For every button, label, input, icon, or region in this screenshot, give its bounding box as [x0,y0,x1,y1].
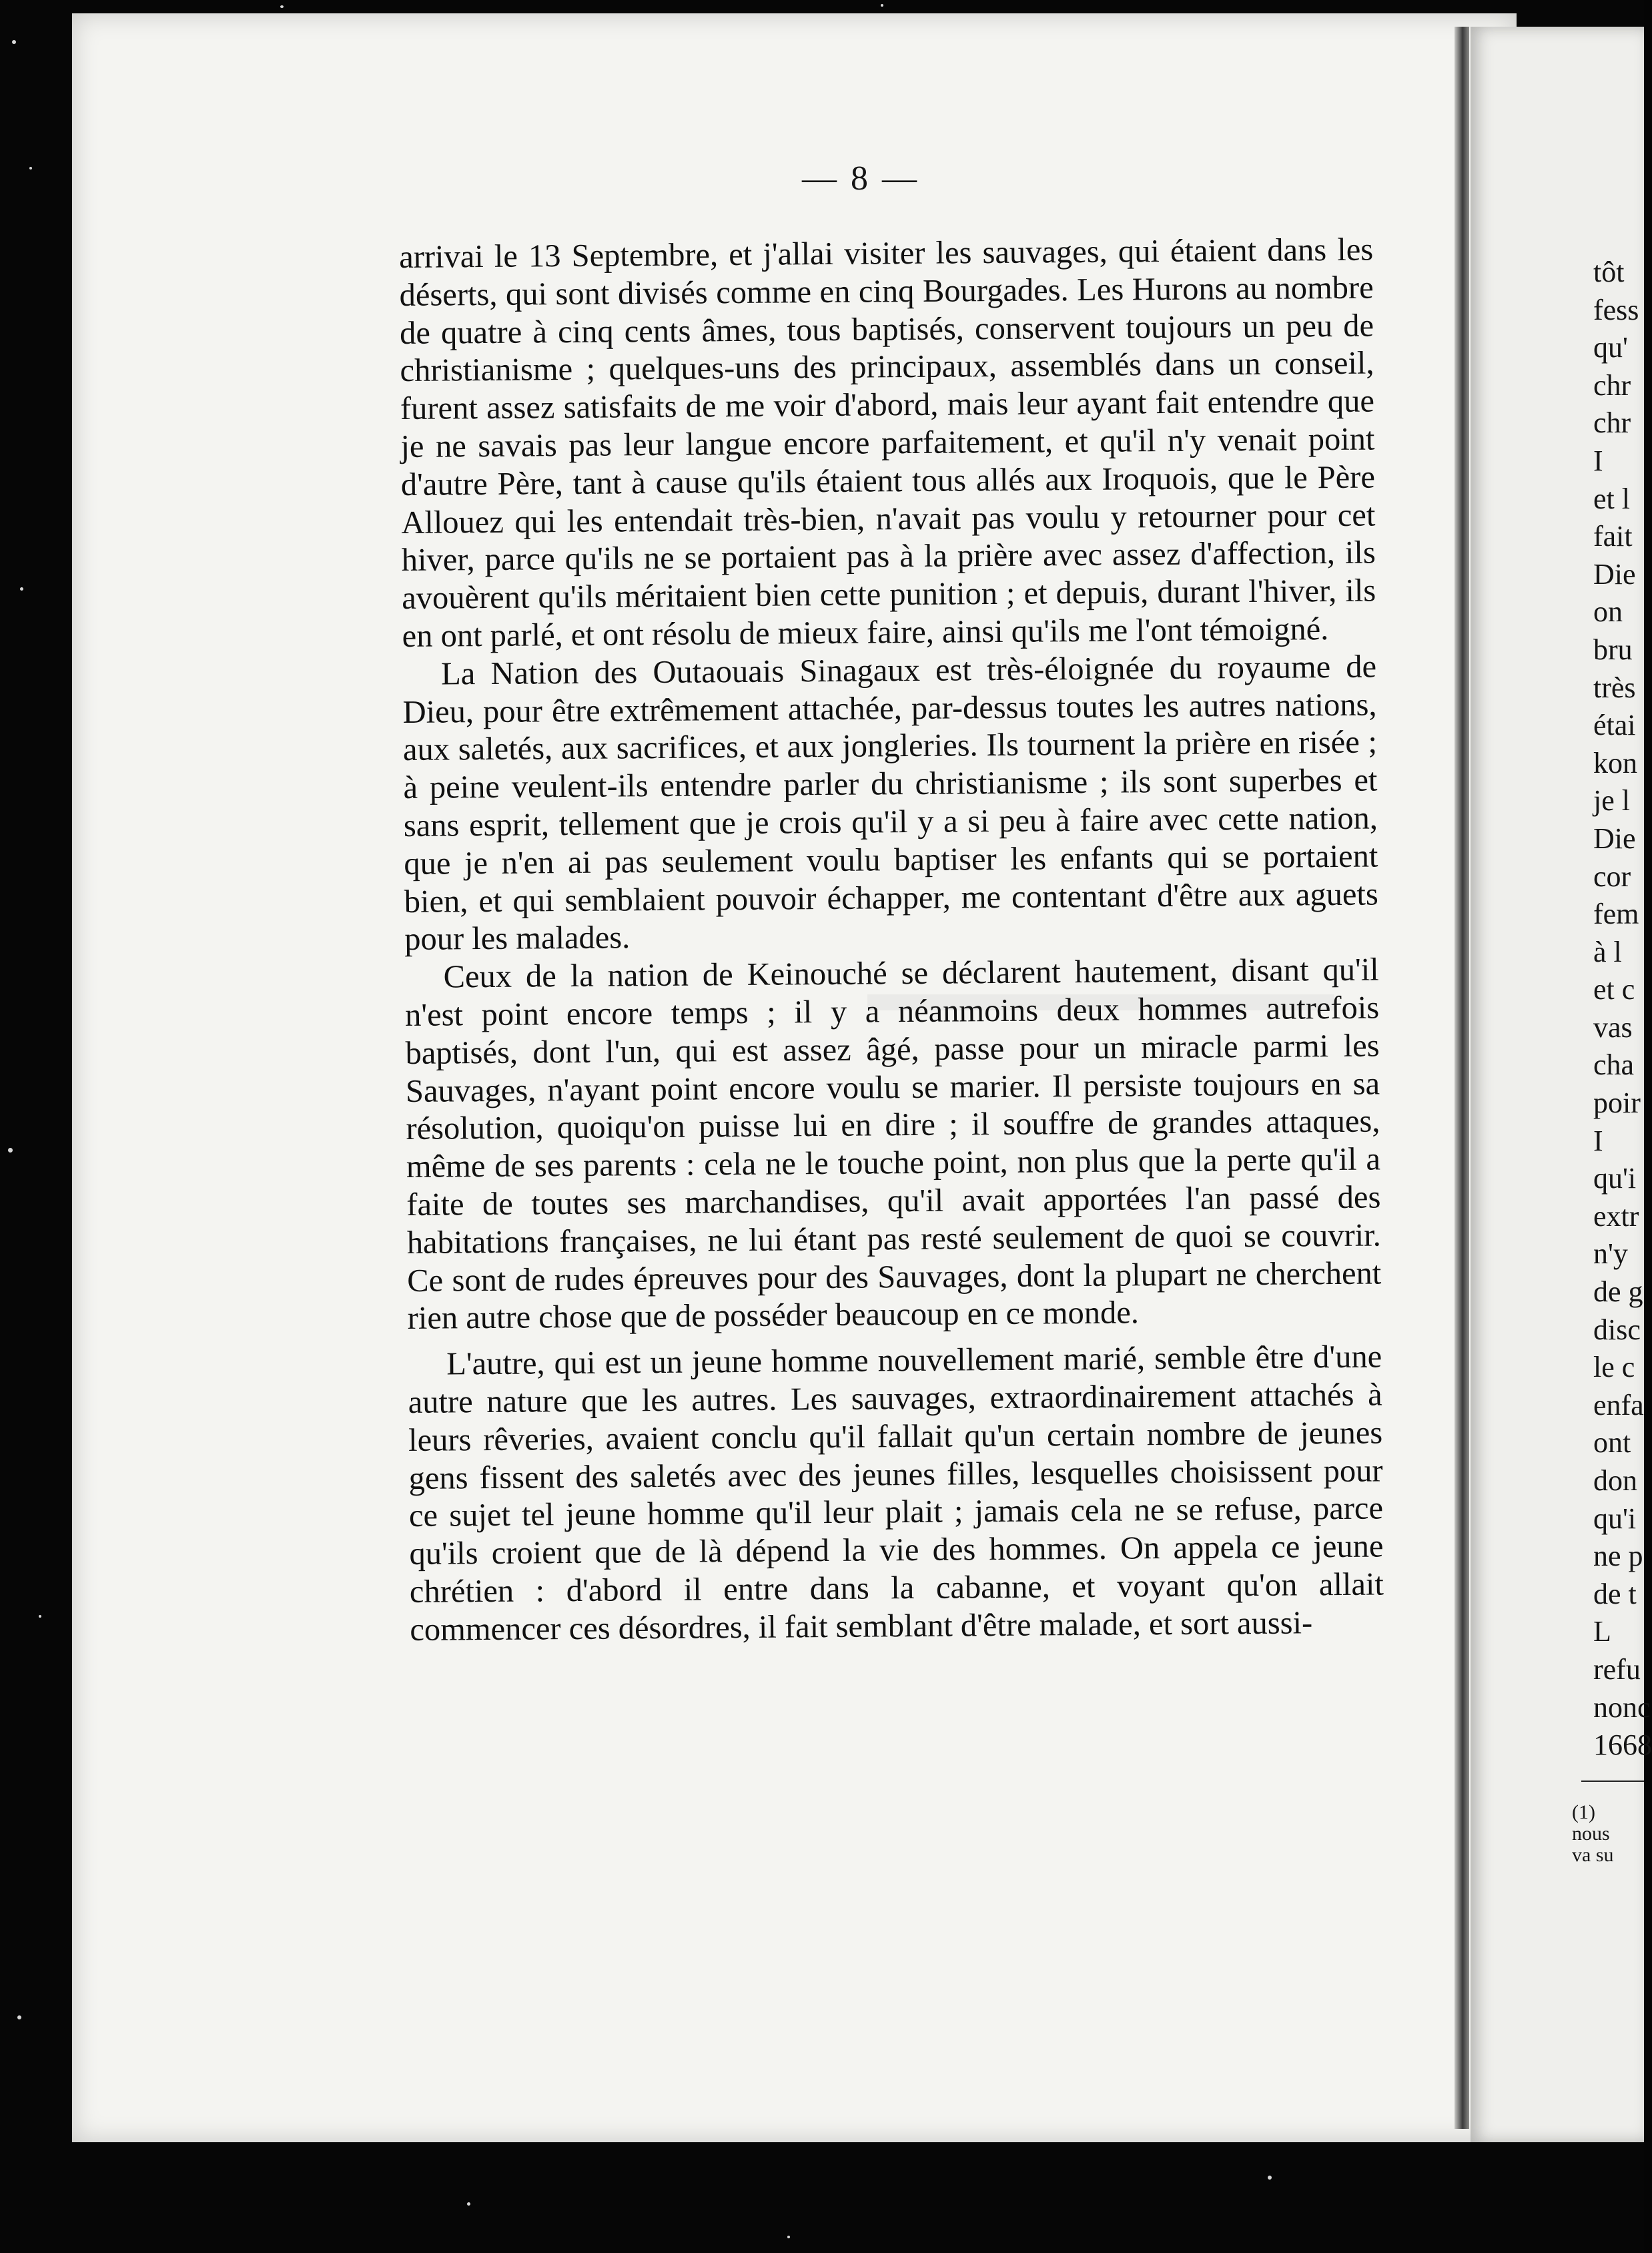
paragraph: Ceux de la nation de Keinouché se déclarent hautement, disant qu'il n'est point encore temps ; il y a néanmoins deux hommes autrefois baptisés, dont l'un, qui est assez âgé, passe pour un miracle parmi les Sauvages, n'ayant point encore voulu se marier. Il persiste toujours en sa résolution, quoiqu'on puisse lui en dire ; il souffre de grandes attaques, même de ses parents : cela ne le touche point, non plus que la perte qu'il a faite de toutes ses marchandises, qu'il avait apportées l'an passé des habitations françaises, ne lui étant pas resté seulement de quoi se couvrir. Ce sont de rudes épreuves pour des Sauvages, dont la plupart ne cherchent rien autre chose que de posséder beaucoup en ce monde. [404,952,1382,1337]
dust-speck [12,40,16,44]
right-page-footnote-line: va su [1572,1844,1614,1866]
right-page-line-fragment: bru [1593,633,1633,666]
right-page-line-fragment: Die [1593,822,1636,855]
right-page-line-fragment: kon [1593,746,1637,779]
right-page-cropped-text [1593,254,1652,1764]
right-page-line-fragment: enfa [1593,1388,1644,1421]
dust-speck [787,2236,790,2238]
right-page-line-fragment: à l [1593,935,1622,968]
right-page-line-fragment: et l [1593,482,1630,515]
dust-speck [17,2015,21,2019]
right-page-line-fragment: I [1593,444,1603,477]
paragraph: La Nation des Outaouais Sinagaux est très-éloignée du royaume de Dieu, pour être extrêmement attachée, par-dessus toutes les autres nations, aux saletés, aux sacrifices, et aux jongleries. Ils tournent la prière en risée ; à peine veulent-ils entendre parler du christianisme ; ils sont superbes et sans esprit, tellement que je crois qu'il y a si peu à faire avec cette nation, que je n'en ai pas seulement voulu baptiser les enfants qui se portaient bien, et qui semblaient pouvoir échapper, me contentant d'être aux aguets pour les malades. [402,649,1378,958]
right-page-line-fragment: I [1593,1124,1603,1157]
right-page-line-fragment: et c [1593,973,1635,1006]
right-page-line-fragment: très [1593,671,1636,704]
right-page-line-fragment: extr [1593,1199,1639,1233]
paragraph: L'autre, qui est un jeune homme nouvellement marié, semble être d'une autre nature que les autres. Les sauvages, extraordinairement attachés à leurs rêveries, avaient conclu qu'il fallait qu'un certain nombre de jeunes gens fissent des saletés avec des jeunes filles, lesquelles choisissent pour ce sujet tel jeune homme qu'il leur plait ; jamais cela ne se refuse, parce qu'ils croient que de là dépend la vie des hommes. On appela ce jeune chrétien : d'abord il entre dans la cabanne, et voyant qu'on allait commencer ces désordres, il fait semblant d'être malade, et sort aussi- [408,1339,1384,1648]
right-page-footnote-line: nous [1572,1823,1610,1845]
right-page-line-fragment: fait [1593,520,1633,553]
right-page-line-fragment: qu'i [1593,1162,1637,1195]
right-page-line-fragment: disc [1593,1313,1641,1346]
dust-speck [20,587,23,591]
right-page-line-fragment: étai [1593,709,1636,742]
right-page-line-fragment: on [1593,595,1623,629]
right-page-line-fragment: cha [1593,1048,1635,1082]
paragraph: arrivai le 13 Septembre, et j'allai visiter les sauvages, qui étaient dans les déserts, qui sont divisés comme en cinq Bourgades. Les Hurons au nombre de quatre à cinq cents âmes, tous baptisés, conservent toujours un peu de christianisme ; quelques-uns des principaux, assemblés dans un conseil, furent assez satisfaits de me voir d'abord, mais leur ayant fait entendre que je ne savais pas leur langue encore parfaitement, et qu'il n'y venait point d'autre Père, tant à cause qu'ils étaient tous allés aux Iroquois, que le Père Allouez qui les entendait très-bien, n'avait pas voulu y retourner pour cet hiver, parce qu'ils ne se portaient pas à la prière avec assez d'affection, ils avouèrent qu'ils méritaient bien cette punition ; et depuis, durant l'hiver, ils en ont parlé, et ont résolu de mieux faire, ainsi qu'ils me l'ont témoigné. [399,232,1376,654]
right-page-line-fragment: de g [1593,1275,1643,1309]
right-page-line-fragment: nonc [1593,1690,1651,1724]
footnote-rule [1581,1781,1644,1782]
dust-speck [881,4,883,7]
right-page-line-fragment: vas [1593,1010,1633,1044]
dust-speck [467,2202,470,2206]
right-page-line-fragment: chr [1593,406,1631,440]
dust-speck [29,167,32,170]
right-page-line-fragment: don [1593,1464,1637,1497]
right-page-line-fragment: poir [1593,1086,1641,1120]
right-page-line-fragment: ne p [1593,1540,1643,1573]
dust-speck [39,1615,41,1618]
right-page-line-fragment: qu'i [1593,1502,1637,1535]
right-page-footnote [1572,1802,1644,1866]
dust-speck [1268,2176,1272,2180]
right-page-line-fragment: ont [1593,1426,1631,1460]
right-page-line-fragment: cor [1593,860,1631,893]
right-page-line-fragment: L [1593,1615,1611,1648]
page-body-text [399,232,1384,1650]
right-page-line-fragment: de t [1593,1577,1637,1610]
page-number: — 8 — [802,159,919,198]
right-page-line-fragment: le c [1593,1351,1635,1384]
book-gutter [1455,27,1469,2129]
right-page-line-fragment: je l [1593,784,1630,818]
right-page-line-fragment: qu' [1593,331,1628,364]
right-page-line-fragment: tôt [1593,256,1625,288]
right-page-line-fragment: fem [1593,898,1639,931]
right-page-line-fragment: refu [1593,1652,1641,1686]
right-page-line-fragment: fess [1593,293,1639,326]
right-page-footnote-line: (1) [1572,1801,1595,1823]
dust-speck [8,1148,13,1153]
dust-speck [280,5,284,8]
right-page-line-fragment: 1668 [1593,1728,1652,1762]
right-page-line-fragment: n'y [1593,1237,1628,1271]
right-page-line-fragment: chr [1593,368,1631,402]
right-page-line-fragment: Die [1593,557,1636,591]
